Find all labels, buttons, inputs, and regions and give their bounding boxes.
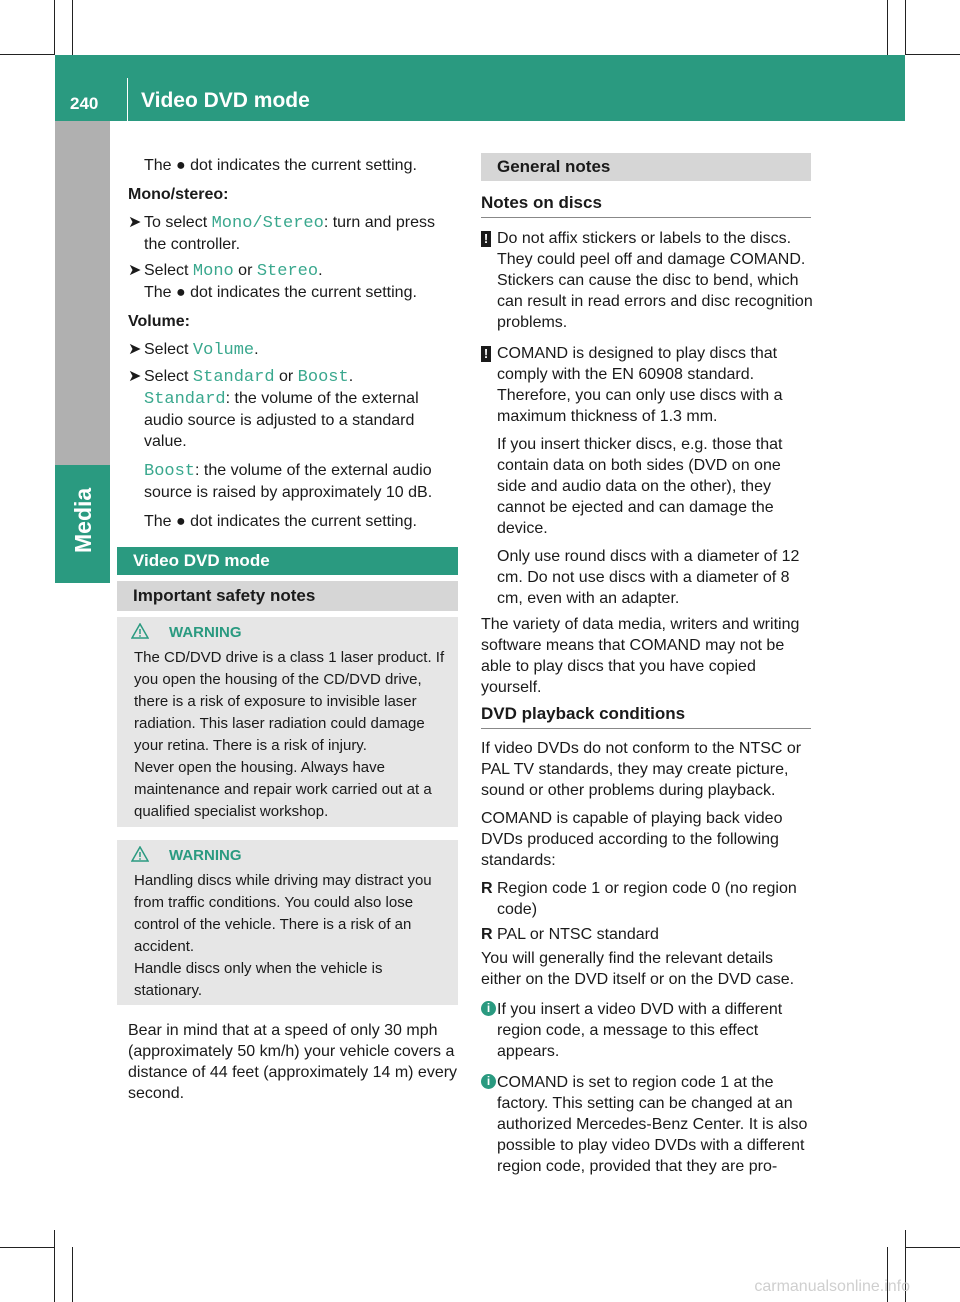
arrow-icon: ➤ <box>128 262 142 279</box>
caution-icon: ! <box>481 346 491 362</box>
crop-mark <box>72 0 73 55</box>
running-title: Video DVD mode <box>141 89 310 112</box>
crop-mark <box>54 0 55 55</box>
caution-icon: ! <box>481 231 491 247</box>
intro-note: The ● dot indicates the current setting. <box>144 157 417 174</box>
variety-paragraph: The variety of data media, writers and writing software means that COMAND may not be able to play discs that you have copied yourself. <box>481 616 800 696</box>
volume-step-2 <box>128 366 460 532</box>
arrow-icon: ➤ <box>128 368 142 385</box>
dot-note: The ● dot indicates the current setting. <box>144 513 417 530</box>
note-stickers <box>481 228 813 698</box>
warning-heading: WARNING <box>169 847 242 864</box>
warning-triangle-icon <box>131 623 149 646</box>
mono-step-2 <box>128 260 460 303</box>
heading-rule <box>481 217 811 218</box>
arrow-icon: ➤ <box>128 214 142 231</box>
mono-heading: Mono/stereo: <box>128 186 229 203</box>
left-column <box>128 155 460 532</box>
info-icon: i <box>481 1074 496 1089</box>
playback-paragraph: COMAND is capable of playing back video DVDs produced according to the following standards: <box>481 810 783 869</box>
warning-triangle-icon <box>131 846 149 869</box>
section-title-video-dvd: Video DVD mode <box>117 547 458 575</box>
menu-item-stereo: Stereo <box>256 262 319 281</box>
note-text: Do not affix stickers or labels to the discs. They could peel off and damage COMAND. Stickers can cause the disc to bend, which can result in read errors and disc recognition problems. <box>497 230 813 331</box>
step-text: To select <box>144 214 212 231</box>
volume-step-1 <box>128 339 460 361</box>
menu-item-mono: Mono <box>192 262 234 281</box>
menu-item-mono-stereo: Mono/Stereo <box>211 214 324 233</box>
list-item <box>481 878 813 920</box>
subsection-safety-notes: Important safety notes <box>117 581 458 611</box>
playback-conditions <box>481 738 813 1177</box>
crop-mark <box>72 1247 73 1302</box>
menu-item-boost: Boost <box>297 368 349 387</box>
bullet-icon: R <box>481 880 493 897</box>
info-note <box>481 999 813 1062</box>
list-item-text: PAL or NTSC standard <box>497 926 659 943</box>
step-text: or <box>233 262 257 279</box>
heading-rule <box>481 728 811 729</box>
list-item <box>481 924 813 945</box>
mono-step-1 <box>128 212 460 255</box>
warning-text: Handling discs while driving may distract you from traffic conditions. You could also lose control of the vehicle. There is a risk of an accident. <box>134 872 432 955</box>
note-text: If you insert thicker discs, e.g. those that contain data on both sides (DVD on one side and audio data on the other), they cannot be ejected and can damage the device. <box>497 436 783 537</box>
step-text: Select <box>144 341 193 358</box>
notes-heading: Notes on discs <box>481 193 602 212</box>
warning-text: Handle discs only when the vehicle is stationary. <box>134 960 383 999</box>
option-description: : the volume of the external audio source is raised by approximately 10 dB. <box>144 462 433 501</box>
warning-box-laser <box>117 617 458 827</box>
menu-item-standard: Standard <box>192 368 275 387</box>
step-text: . <box>318 262 323 279</box>
section-title-general-notes: General notes <box>481 153 811 181</box>
closing-paragraph: Bear in mind that at a speed of only 30 mph (approximately 50 km/h) your vehicle covers a distance of 44 feet (approximately 14 m) every second. <box>128 1022 458 1102</box>
crop-mark <box>905 54 960 55</box>
option-standard: Standard <box>144 390 226 409</box>
info-note <box>481 1072 813 1177</box>
step-text: The ● dot indicates the current setting. <box>144 284 417 301</box>
arrow-icon: ➤ <box>128 341 142 358</box>
step-text: Select <box>144 262 193 279</box>
crop-mark <box>887 0 888 55</box>
list-item-text: Region code 1 or region code 0 (no region code) <box>497 880 797 918</box>
warning-heading: WARNING <box>169 624 242 641</box>
crop-mark <box>0 54 55 55</box>
note-text: Only use round discs with a diameter of 12 cm. Do not use discs with a diameter of 8 cm, even with an adapter. <box>497 548 800 607</box>
step-text: Select <box>144 368 193 385</box>
info-text: If you insert a video DVD with a different region code, a message to this effect appears. <box>497 1001 783 1060</box>
step-text: : turn and press the controller. <box>144 214 435 253</box>
step-text: . <box>348 368 354 385</box>
warning-text: Never open the housing. Always have maintenance and repair work carried out at a qualified specialist workshop. <box>134 759 432 820</box>
playback-paragraph: If video DVDs do not conform to the NTSC or PAL TV standards, they may create picture, sound or other problems during playback. <box>481 740 802 799</box>
info-icon: i <box>481 1001 496 1016</box>
page-number: 240 <box>70 94 99 113</box>
option-boost: Boost <box>144 462 196 481</box>
warning-text: The CD/DVD drive is a class 1 laser product. If you open the housing of the CD/DVD drive, there is a risk of exposure to invisible laser radiation. This laser radiation could damage your retina. There is a risk of injury. <box>134 649 445 754</box>
crop-mark <box>905 1247 960 1248</box>
playback-paragraph: You will generally find the relevant details either on the DVD itself or on the DVD case. <box>481 950 795 988</box>
menu-item-volume: Volume <box>192 341 255 360</box>
playback-heading: DVD playback conditions <box>481 704 686 723</box>
volume-heading: Volume: <box>128 313 190 330</box>
side-tab-label: Media <box>70 487 96 553</box>
bullet-icon: R <box>481 926 493 943</box>
warning-box-distraction <box>117 840 458 1005</box>
watermark: carmanualsonline.info <box>754 1278 910 1295</box>
crop-mark <box>54 1230 55 1302</box>
info-text: COMAND is set to region code 1 at the factory. This setting can be changed at an authorized Mercedes-Benz Center. It is also possible to play video DVDs with a different region code, provided that they are pro- <box>497 1074 808 1175</box>
header-divider <box>127 78 128 121</box>
note-text: COMAND is designed to play discs that comply with the EN 60908 standard. Therefore, you can only use discs with a maximum thickness of 1.3 mm. <box>497 345 783 425</box>
option-description: : the volume of the external audio source is adjusted to a standard value. <box>144 390 419 450</box>
step-text: or <box>274 368 298 385</box>
crop-mark <box>0 1247 55 1248</box>
step-text: . <box>254 341 259 358</box>
crop-mark <box>905 0 906 55</box>
